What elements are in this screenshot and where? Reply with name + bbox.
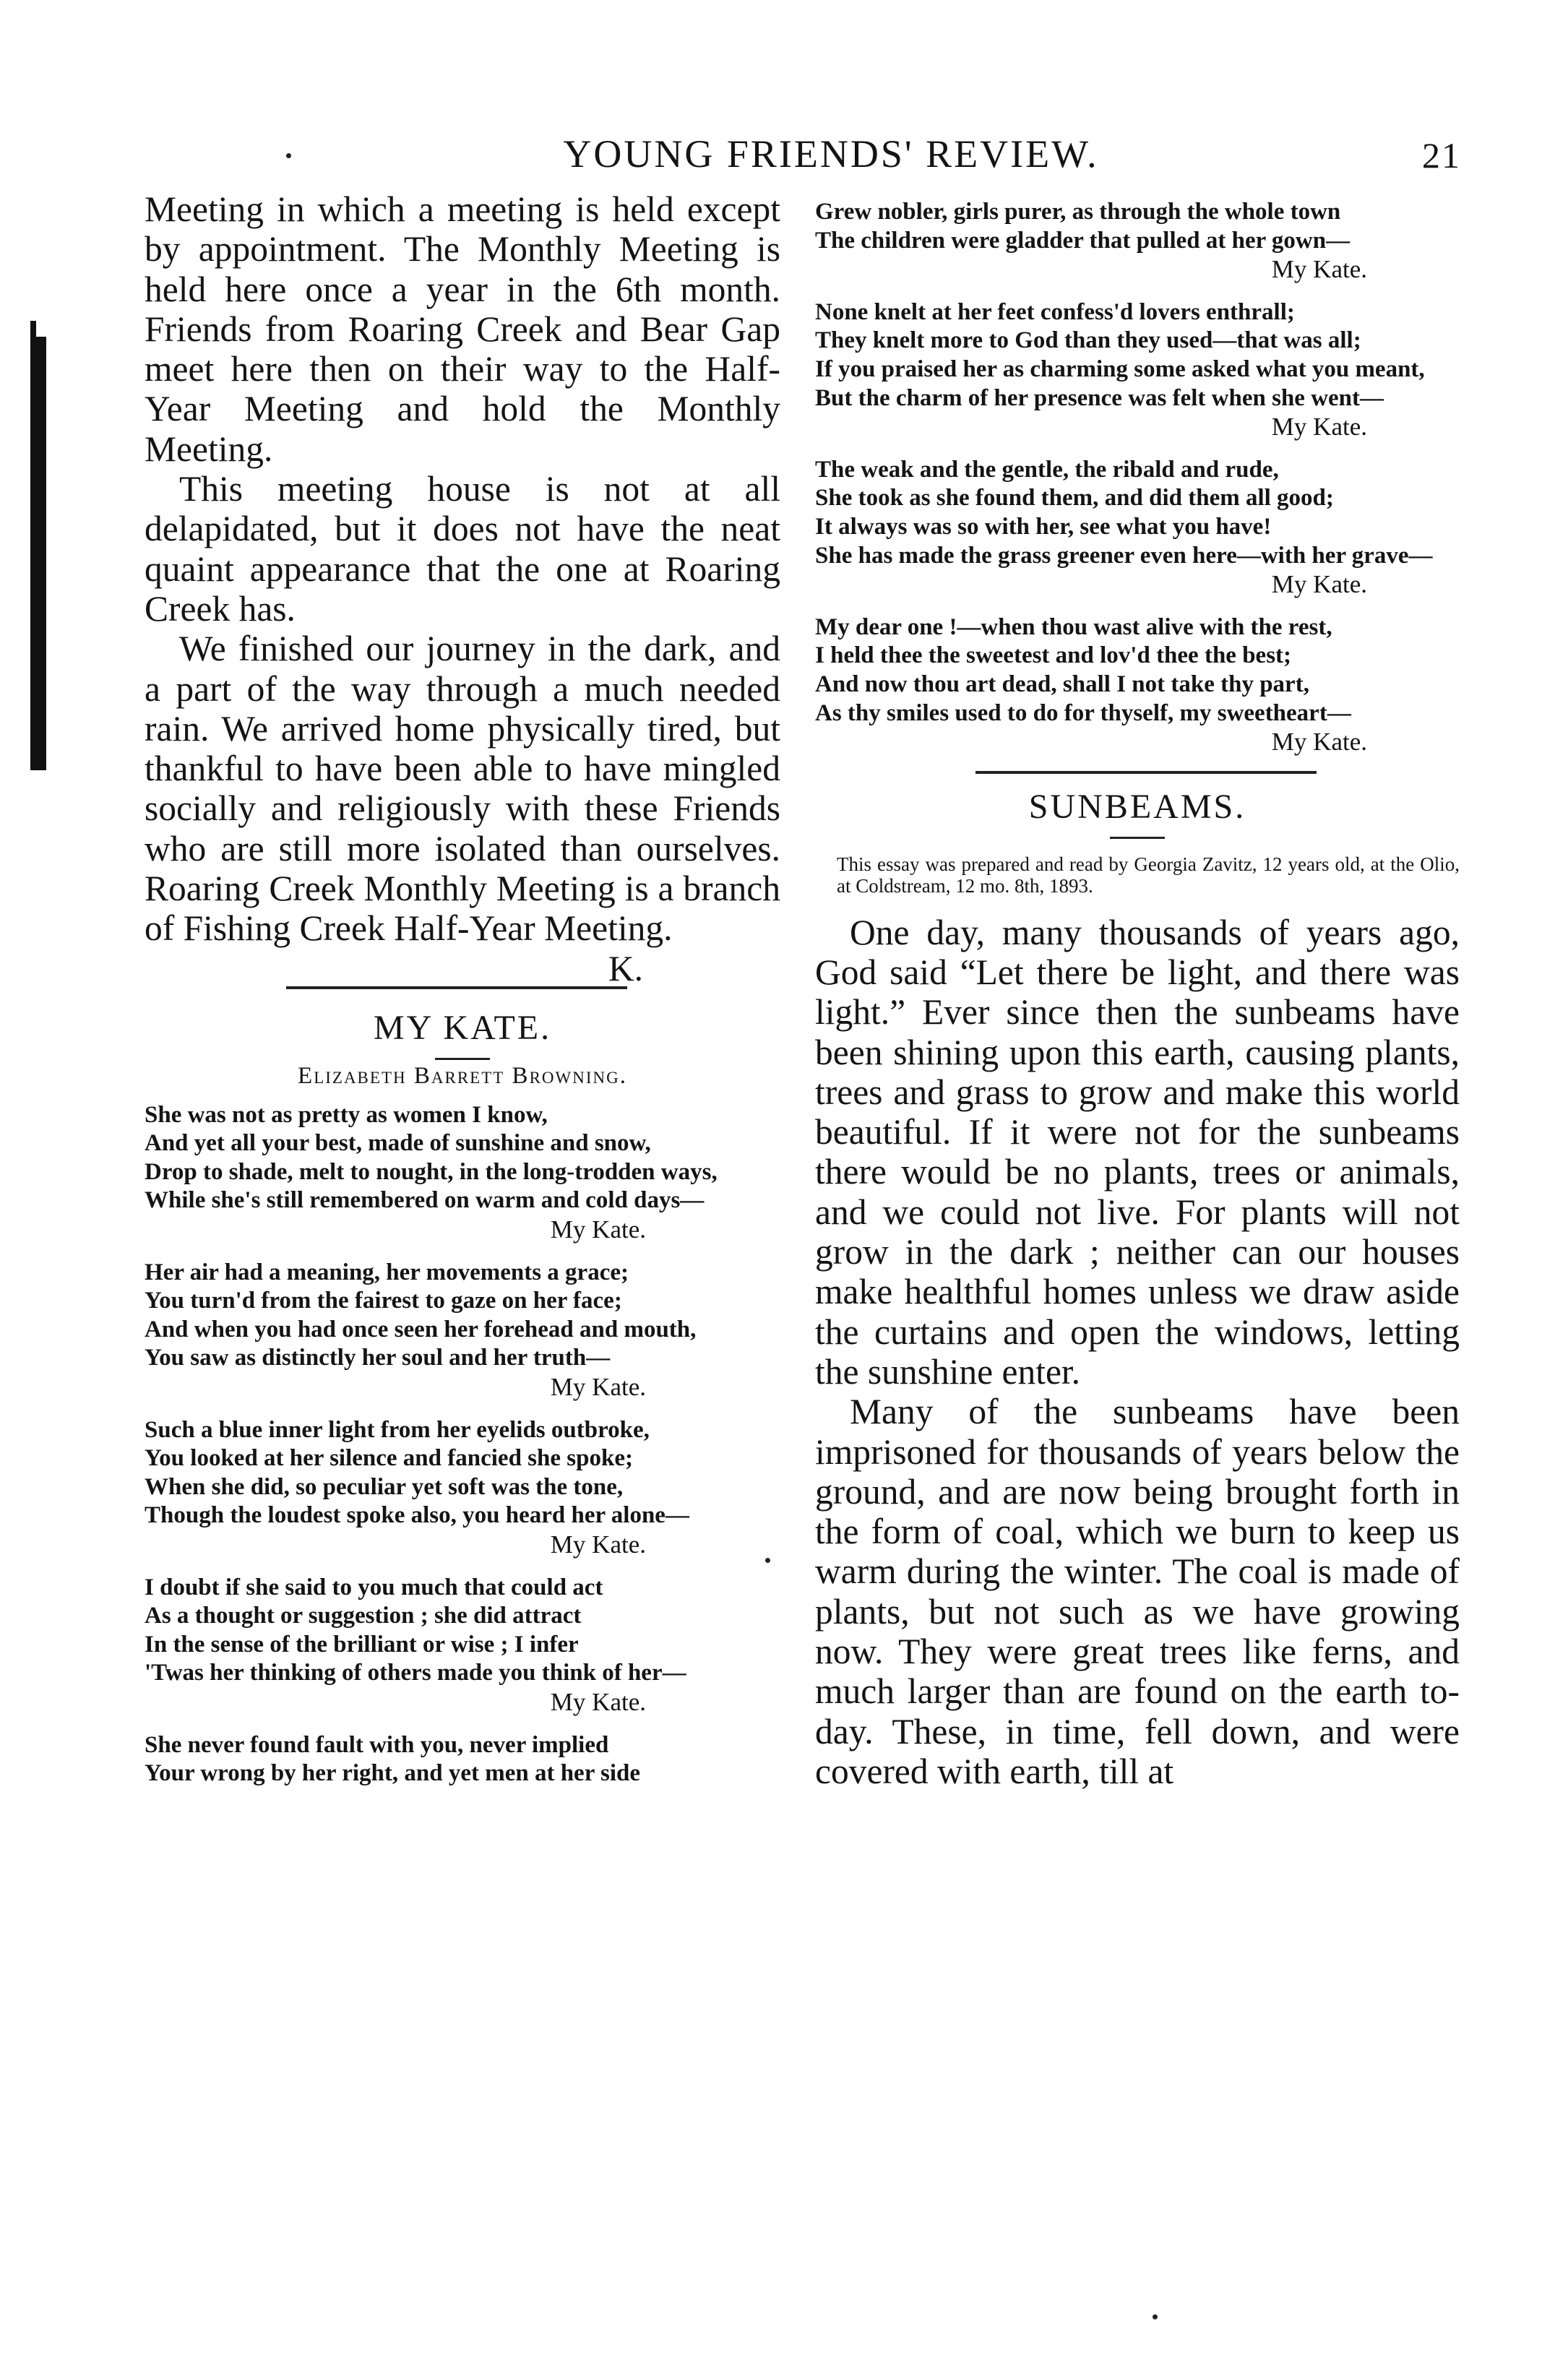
refrain: My Kate. bbox=[550, 1372, 646, 1401]
print-speck bbox=[1153, 2314, 1158, 2319]
poem-line: Though the loudest spoke also, you heard her alone— bbox=[145, 1502, 689, 1529]
binding-shadow bbox=[30, 337, 46, 770]
poem-author: Elizabeth Barrett Browning. bbox=[298, 1062, 627, 1089]
poem-line: I held thee the sweetest and lov'd thee the best; bbox=[815, 642, 1292, 669]
refrain: My Kate. bbox=[1271, 728, 1367, 757]
poem-line: Grew nobler, girls purer, as through the whole town bbox=[815, 199, 1341, 225]
stanza bbox=[145, 1416, 769, 1559]
poem-line: You turn'd from the fairest to gaze on her face; bbox=[145, 1288, 622, 1314]
poem-line: She has made the grass greener even here—with her grave— bbox=[815, 542, 1433, 569]
stanza bbox=[815, 198, 1460, 284]
paragraph: This meeting house is not at all delapidated, but it does not have the neat quaint appearance that the one at Roaring Creek has. bbox=[145, 469, 780, 629]
poem-line: She took as she found them, and did them all good; bbox=[815, 485, 1334, 512]
refrain: My Kate. bbox=[550, 1215, 646, 1244]
poem-line: And yet all your best, made of sunshine and snow, bbox=[145, 1130, 651, 1157]
poem-line: Such a blue inner light from her eyelids outbroke, bbox=[145, 1416, 650, 1443]
poem-line: She never found fault with you, never implied bbox=[145, 1731, 609, 1758]
title-rule bbox=[435, 1058, 490, 1060]
refrain: My Kate. bbox=[1271, 255, 1367, 284]
paragraph: Meeting in which a meeting is held except by appointment. The Monthly Meeting is held here once a year in the 6th month. Friends from Roaring Creek and Bear Gap meet here then on their way to the Half-Year Meeting and hold the Monthly Meeting. bbox=[145, 189, 780, 469]
poem-line: They knelt more to God than they used—that was all; bbox=[815, 327, 1361, 354]
stanza bbox=[145, 1731, 769, 1788]
signature: K. bbox=[608, 948, 643, 988]
paragraph: One day, many thousands of years ago, God said “Let there be light, and there was light.” Ever since then the sunbeams have been shining upon this earth, causing plants, trees and grass to grow and make this world beautiful. If it were not for the sunbeams there would be no plants, trees or animals, and we could not live. For plants will not grow in the dark ; neither can our houses make healthful homes unless we draw aside the curtains and open the windows, letting the sunshine enter. bbox=[815, 912, 1460, 1392]
essay-sunbeams bbox=[815, 913, 1460, 1792]
stanza bbox=[145, 1101, 769, 1244]
poem-title: MY KATE. bbox=[373, 1008, 552, 1047]
essay-note: This essay was prepared and read by Georgia Zavitz, 12 years old, at the Olio, at Coldstream, 12 mo. 8th, 1893. bbox=[837, 853, 1460, 897]
poem-line: When she did, so peculiar yet soft was the tone, bbox=[145, 1473, 624, 1500]
paragraph: We finished our journey in the dark, and a part of the way through a much needed rain. We arrived home physically tired, but thankful to have been able to have mingled socially and religiously with these Friends who are still more isolated than ourselves. Roaring Creek Monthly Meeting is a branch of Fishing Creek Half-Year Meeting. K. bbox=[145, 629, 780, 988]
poem-line: It always was so with her, see what you have! bbox=[815, 513, 1272, 540]
poem-line: You saw as distinctly her soul and her truth— bbox=[145, 1345, 611, 1371]
travel-letter bbox=[145, 189, 780, 988]
poem-line: As a thought or suggestion ; she did attract bbox=[145, 1603, 582, 1629]
poem-line: If you praised her as charming some asked what you meant, bbox=[815, 356, 1425, 382]
poem-my-kate bbox=[145, 1101, 769, 1788]
print-speck bbox=[286, 153, 291, 158]
poem-line: In the sense of the brilliant or wise ; I infer bbox=[145, 1631, 579, 1658]
poem-line: And when you had once seen her forehead and mouth, bbox=[145, 1316, 697, 1343]
poem-line: You looked at her silence and fancied she spoke; bbox=[145, 1445, 633, 1472]
left-column bbox=[145, 189, 780, 1803]
poem-line: As thy smiles used to do for thyself, my sweetheart— bbox=[815, 699, 1351, 726]
refrain: My Kate. bbox=[550, 1687, 646, 1716]
poem-line: While she's still remembered on warm and cold days— bbox=[145, 1187, 705, 1214]
paragraph: Many of the sunbeams have been imprisoned for thousands of years below the ground, and are now being brought forth in the form of coal, which we burn to keep us warm during the winter. The coal is made of plants, but not such as we have growing now. They were great trees like ferns, and much larger than are found on the earth to-day. These, in time, fell down, and were covered with earth, till at bbox=[815, 1392, 1460, 1791]
essay-title: SUNBEAMS. bbox=[1028, 787, 1246, 826]
stanza bbox=[145, 1259, 769, 1402]
refrain: My Kate. bbox=[1271, 413, 1367, 441]
poem-line: None knelt at her feet confess'd lovers enthrall; bbox=[815, 298, 1295, 325]
refrain: My Kate. bbox=[1271, 570, 1367, 599]
page-number: 21 bbox=[1422, 135, 1461, 176]
section-divider bbox=[975, 771, 1317, 774]
poem-line: Drop to shade, melt to nought, in the long-trodden ways, bbox=[145, 1158, 718, 1185]
poem-continuation bbox=[815, 198, 1460, 757]
refrain: My Kate. bbox=[550, 1530, 646, 1559]
poem-line: Her air had a meaning, her movements a grace; bbox=[145, 1259, 629, 1285]
stanza bbox=[145, 1574, 769, 1717]
stanza bbox=[815, 613, 1460, 757]
poem-line: She was not as pretty as women I know, bbox=[145, 1101, 548, 1128]
title-rule bbox=[1110, 837, 1165, 839]
poem-line: Your wrong by her right, and yet men at her side bbox=[145, 1760, 641, 1787]
poem-line: The weak and the gentle, the ribald and rude, bbox=[815, 456, 1279, 483]
poem-line: But the charm of her presence was felt when she went— bbox=[815, 384, 1384, 411]
poem-line: 'Twas her thinking of others made you think of her— bbox=[145, 1660, 686, 1686]
stanza bbox=[815, 456, 1460, 599]
right-column bbox=[815, 198, 1460, 1791]
poem-line: The children were gladder that pulled at her gown— bbox=[815, 227, 1351, 254]
stanza bbox=[815, 298, 1460, 441]
running-head: YOUNG FRIENDS' REVIEW. bbox=[563, 132, 1099, 176]
poem-line: My dear one !—when thou wast alive with the rest, bbox=[815, 613, 1332, 640]
poem-line: And now thou art dead, shall I not take thy part, bbox=[815, 671, 1309, 697]
poem-line: I doubt if she said to you much that could act bbox=[145, 1574, 603, 1600]
